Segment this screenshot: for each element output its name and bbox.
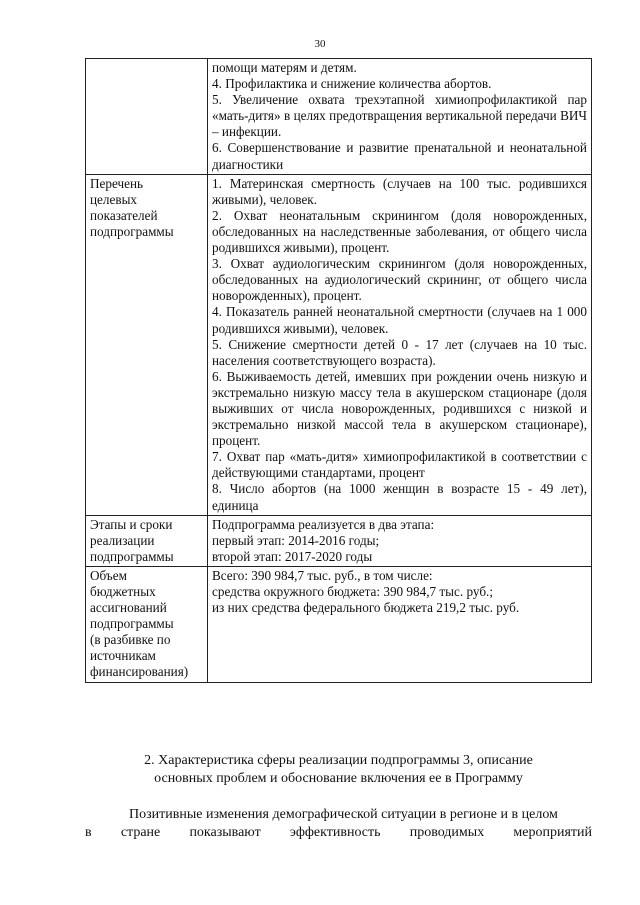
- subprogram-passport-table: [85, 58, 592, 683]
- list-item: 5. Снижение смертности детей 0 - 17 лет (случаев на 10 тыс. населения соответствующего возраста).: [212, 336, 587, 368]
- list-item: 8. Число абортов (на 1000 женщин в возрасте 15 - 49 лет), единица: [212, 481, 587, 513]
- paragraph-line: Позитивные изменения демографической ситуации в регионе и в целом: [129, 807, 558, 822]
- label-line: подпрограммы: [90, 223, 174, 239]
- list-item: из них средства федерального бюджета 219,2 тыс. руб.: [212, 600, 520, 616]
- list-item: Подпрограмма реализуется в два этапа:: [212, 516, 435, 532]
- table-row: [86, 59, 592, 175]
- list-item: 1. Материнская смертность (случаев на 100 тыс. родившихся живыми), человек.: [212, 175, 587, 207]
- body-paragraph: [85, 806, 592, 842]
- list-item: 7. Охват пар «мать-дитя» химиопрофилактикой в соответствии с действующими стандартами, процент: [212, 449, 587, 481]
- row-label: [86, 515, 208, 566]
- label-line: финансирования): [90, 664, 189, 680]
- table-row: [86, 174, 592, 515]
- list-item: второй этап: 2017-2020 годы: [212, 548, 373, 564]
- label-line: источникам: [90, 648, 156, 664]
- row-label: [86, 59, 208, 175]
- paragraph-line: в стране показывают эффективность проводимых мероприятий: [85, 825, 592, 840]
- label-line: реализации: [90, 532, 155, 548]
- list-item: 5. Увеличение охвата трехэтапной химиопрофилактикой пар «мать-дитя» в целях предотвращения вертикальной передачи ВИЧ – инфекции.: [212, 92, 587, 140]
- label-line: Перечень: [90, 175, 144, 191]
- label-line: показателей: [90, 207, 158, 223]
- section-heading: [85, 752, 592, 788]
- row-label: [86, 566, 208, 682]
- label-line: Этапы и сроки: [90, 516, 173, 532]
- list-item: 4. Показатель ранней неонатальной смертности (случаев на 1 000 родившихся живыми), человек.: [212, 304, 587, 336]
- list-item: помощи матерям и детям.: [212, 60, 357, 75]
- table-row: [86, 566, 592, 682]
- label-line: бюджетных: [90, 584, 156, 599]
- list-item: 3. Охват аудиологическим скринингом (доля новорожденных, обследованных на аудиологический скрининг, от общего числа новорожденных), процент.: [212, 256, 587, 304]
- label-line: целевых: [90, 191, 138, 207]
- row-content: [208, 566, 592, 682]
- row-content: [208, 59, 592, 175]
- list-item: первый этап: 2014-2016 годы;: [212, 532, 380, 548]
- row-content: [208, 515, 592, 566]
- list-item: 2. Охват неонатальным скринингом (доля новорожденных, обследованных на наследственные заболевания, от общего числа родившихся живыми), процент.: [212, 207, 587, 256]
- label-line: ассигнований: [90, 600, 167, 616]
- heading-line: 2. Характеристика сферы реализации подпрограммы 3, описание: [144, 753, 533, 768]
- label-line: подпрограммы: [90, 548, 174, 564]
- row-content: [208, 174, 592, 515]
- list-item: 6. Выживаемость детей, имевших при рождении очень низкую и экстремально низкую массу тела в акушерском стационаре (доля выживших от числа новорожденных, родившихся с низкой и экстремально низкой массой тела в акушерском стационаре), процент.: [212, 368, 587, 449]
- list-item: средства окружного бюджета: 390 984,7 тыс. руб.;: [212, 584, 493, 599]
- list-item: 6. Совершенствование и развитие пренатальной и неонатальной диагностики: [212, 140, 587, 172]
- label-line: (в разбивке по: [90, 632, 171, 648]
- label-line: Объем: [90, 567, 127, 583]
- table-row: [86, 515, 592, 566]
- page-number: 30: [314, 38, 326, 50]
- label-line: подпрограммы: [90, 616, 174, 632]
- row-label: [86, 174, 208, 515]
- heading-line: основных проблем и обоснование включения ее в Программу: [154, 771, 523, 786]
- list-item: Всего: 390 984,7 тыс. руб., в том числе:: [212, 567, 433, 583]
- list-item: 4. Профилактика и снижение количества абортов.: [212, 76, 492, 92]
